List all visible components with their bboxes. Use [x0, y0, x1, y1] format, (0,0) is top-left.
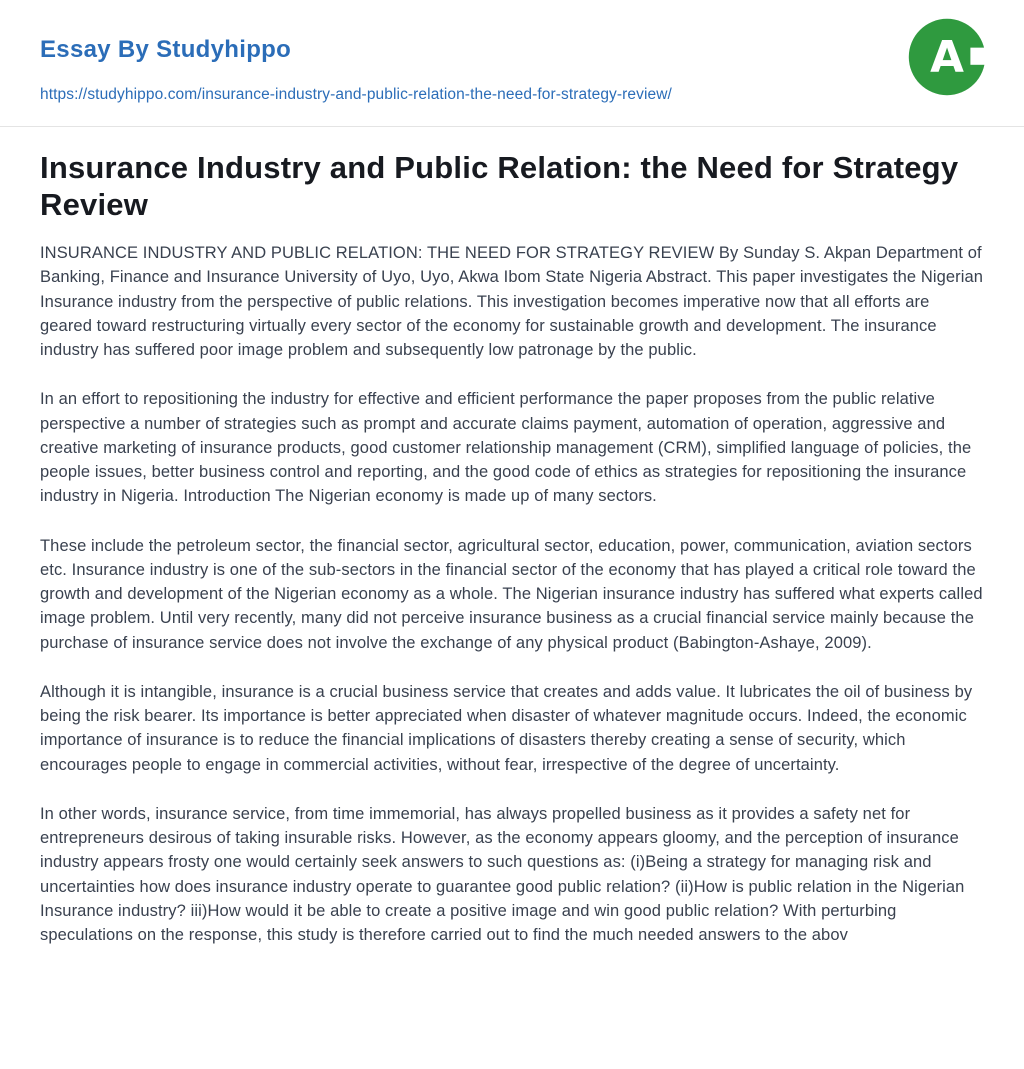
article-paragraph: In an effort to repositioning the industry for effective and efficient performance the paper proposes from the public relative perspective a number of strategies such as prompt and accurate claims payment, automation of operation, aggressive and creative marketing of insurance products, good customer relationship management (CRM), simplified language of policies, the people issues, better business control and reporting, and the good code of ethics as strategies for repositioning the insurance industry in Nigeria. Introduction The Nigerian economy is made up of many sectors.	[40, 390, 972, 506]
article-title: Insurance Industry and Public Relation: the Need for Strategy Review	[40, 150, 959, 222]
studyhippo-logo	[908, 18, 986, 96]
article-paragraph: INSURANCE INDUSTRY AND PUBLIC RELATION: THE NEED FOR STRATEGY REVIEW By Sunday S. Akpan Department of Banking, Finance and Insurance University of Uyo, Uyo, Akwa Ibom State Nigeria Abstract. This paper investigates the Nigerian Insurance industry from the perspective of public relations. This investigation becomes imperative now that all efforts are geared toward restructuring virtually every sector of the economy for sustainable growth and development. The insurance industry has suffered poor image problem and subsequently low patronage by the public.	[40, 244, 984, 360]
article-body	[40, 241, 984, 947]
article-content	[0, 126, 1024, 947]
article-paragraph: These include the petroleum sector, the financial sector, agricultural sector, education, power, communication, aviation sectors etc. Insurance industry is one of the sub-sectors in the financial sector of the economy that has played a critical role toward the growth and development of the Nigerian economy as a whole. The Nigerian insurance industry has suffered what experts called image problem. Until very recently, many did not perceive insurance business as a crucial financial service mainly because the purchase of insurance service does not involve the exchange of any physical product (Babington-Ashaye, 2009).	[40, 536, 983, 652]
article-paragraph: In other words, insurance service, from time immemorial, has always propelled business as it provides a safety net for entrepreneurs desirous of taking insurable risks. However, as the economy appears gloomy, and the perception of insurance industry appears frosty one would certainly seek answers to such questions as: (i)Being a strategy for managing risk and uncertainties how does insurance industry operate to guarantee good public relation? (ii)How is public relation in the Nigerian Insurance industry? iii)How would it be able to create a positive image and win good public relation? With perturbing speculations on the response, this study is therefore carried out to find the much needed answers to the abov	[40, 804, 965, 945]
studyhippo-logo-icon	[908, 18, 986, 96]
article-paragraph: Although it is intangible, insurance is a crucial business service that creates and adds value. It lubricates the oil of business by being the risk bearer. Its importance is better appreciated when disaster of whatever magnitude occurs. Indeed, the economic importance of insurance is to reduce the financial implications of disasters thereby creating a sense of security, which encourages people to engage in commercial activities, without fear, irrespective of the degree of uncertainty.	[40, 682, 973, 774]
page-header	[0, 0, 1024, 126]
site-title: Essay By Studyhippo	[40, 36, 292, 63]
logo-letter: A	[930, 31, 964, 83]
header-divider	[0, 126, 1024, 127]
source-url-link[interactable]: https://studyhippo.com/insurance-industry-and-public-relation-the-need-for-strategy-review/	[40, 86, 672, 103]
